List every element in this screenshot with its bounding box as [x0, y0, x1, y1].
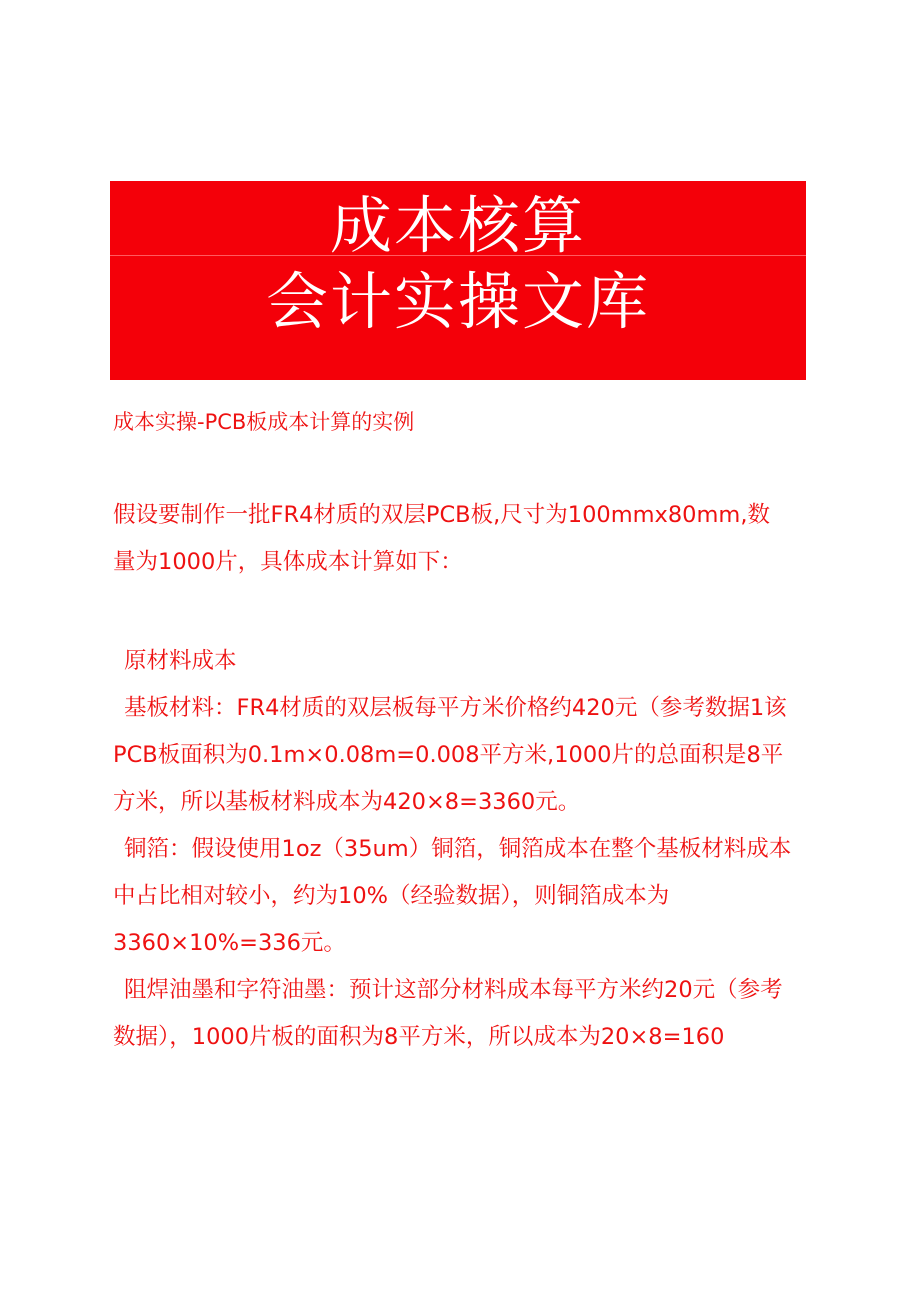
ink-paragraph: [113, 967, 783, 1061]
document-title: 成本实操-PCB板成本计算的实例: [113, 410, 415, 434]
section-heading: [124, 638, 237, 685]
ink-line: 数据），1000片板的面积为8平方米，所以成本为20×8=160: [113, 1024, 725, 1050]
substrate-line: PCB板面积为0.1m×0.08m=0.008平方米,1000片的总面积是8平: [113, 742, 784, 768]
ink-line: 阻焊油墨和字符油墨：预计这部分材料成本每平方米约20元（参考: [124, 977, 783, 1003]
copper-paragraph: [113, 826, 791, 967]
intro-paragraph: [113, 492, 770, 586]
copper-line: 中占比相对较小，约为10%（经验数据），则铜箔成本为: [113, 883, 670, 909]
banner-title-line-1: 成本核算: [329, 189, 586, 262]
copper-line: 铜箔：假设使用1oz（35um）铜箔，铜箔成本在整个基板材料成本: [124, 836, 792, 862]
title-banner: [110, 181, 806, 380]
substrate-line: 方米，所以基板材料成本为420×8=3360元。: [113, 789, 581, 815]
section-heading-text: 原材料成本: [124, 648, 237, 674]
copper-line: 3360×10%=336元。: [113, 930, 346, 956]
substrate-line: 基板材料：FR4材质的双层板每平方米价格约420元（参考数据1该: [124, 695, 787, 721]
intro-line: 假设要制作一批FR4材质的双层PCB板,尺寸为100mmx80mm,数: [113, 502, 770, 528]
banner-title-line-2: 会计实操文库: [265, 265, 650, 338]
intro-line: 量为1000片，具体成本计算如下：: [113, 549, 463, 575]
substrate-paragraph: [113, 685, 787, 826]
